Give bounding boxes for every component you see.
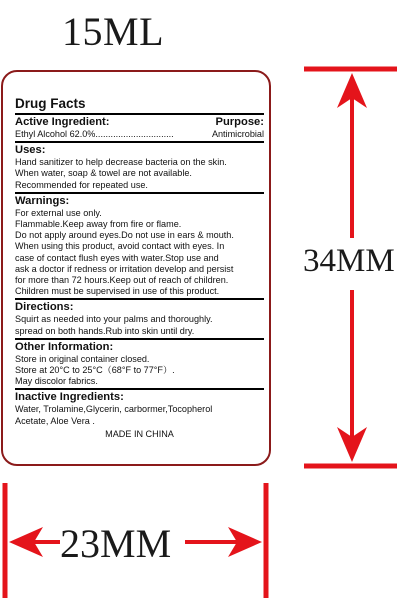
active-ingredient-text: Ethyl Alcohol 62.0%............................... <box>15 129 174 139</box>
uses-line: Hand sanitizer to help decrease bacteria on the skin. <box>15 157 227 168</box>
warnings-line: Do not apply around eyes.Do not use in ears & mouth. <box>15 230 234 241</box>
width-dimension-label: 23MM <box>60 521 172 566</box>
other-information-heading: Other Information: <box>15 340 114 353</box>
directions-line: spread on both hands.Rub into skin until dry. <box>15 325 195 336</box>
inactive-ingredients-heading: Inactive Ingredients: <box>15 391 124 404</box>
warnings-line: for more than 72 hours.Keep out of reach of children. <box>15 275 229 286</box>
directions-heading: Directions: <box>15 301 74 314</box>
active-purpose-text: Antimicrobial <box>211 129 264 139</box>
inactive-ingredients-line: Water, Trolamine,Glycerin, carbormer,Tocopherol <box>15 404 213 415</box>
made-in-text: MADE IN CHINA <box>105 428 174 439</box>
warnings-line: For external use only. <box>15 207 102 218</box>
uses-heading: Uses: <box>15 144 46 157</box>
purpose-heading: Purpose: <box>215 116 264 128</box>
drug-facts-title: Drug Facts <box>15 96 86 111</box>
size-title: 15ML <box>62 9 164 54</box>
warnings-line: Flammable.Keep away from fire or flame. <box>15 219 182 230</box>
warnings-line: When using this product, avoid contact with eyes. In <box>15 241 225 252</box>
other-information-line: May discolor fabrics. <box>15 376 98 387</box>
uses-line: Recommended for repeated use. <box>15 179 148 190</box>
active-ingredient-heading: Active Ingredient: <box>15 116 110 128</box>
other-information-line: Store at 20°C to 25°C（68°F to 77°F）. <box>15 365 175 376</box>
directions-line: Squirt as needed into your palms and thoroughly. <box>15 314 213 325</box>
inactive-ingredients-line: Acetate, Aloe Vera . <box>15 415 95 426</box>
warnings-line: Children must be supervised in use of this product. <box>15 286 220 297</box>
warnings-line: case of contact flush eyes with water.Stop use and <box>15 252 219 263</box>
height-dimension-label: 34MM <box>303 243 395 279</box>
other-information-line: Store in original container closed. <box>15 353 150 364</box>
uses-line: When water, soap & towel are not available. <box>15 168 192 179</box>
warnings-line: ask a doctor if redness or irritation develop and persist <box>15 263 234 274</box>
warnings-heading: Warnings: <box>15 194 70 207</box>
